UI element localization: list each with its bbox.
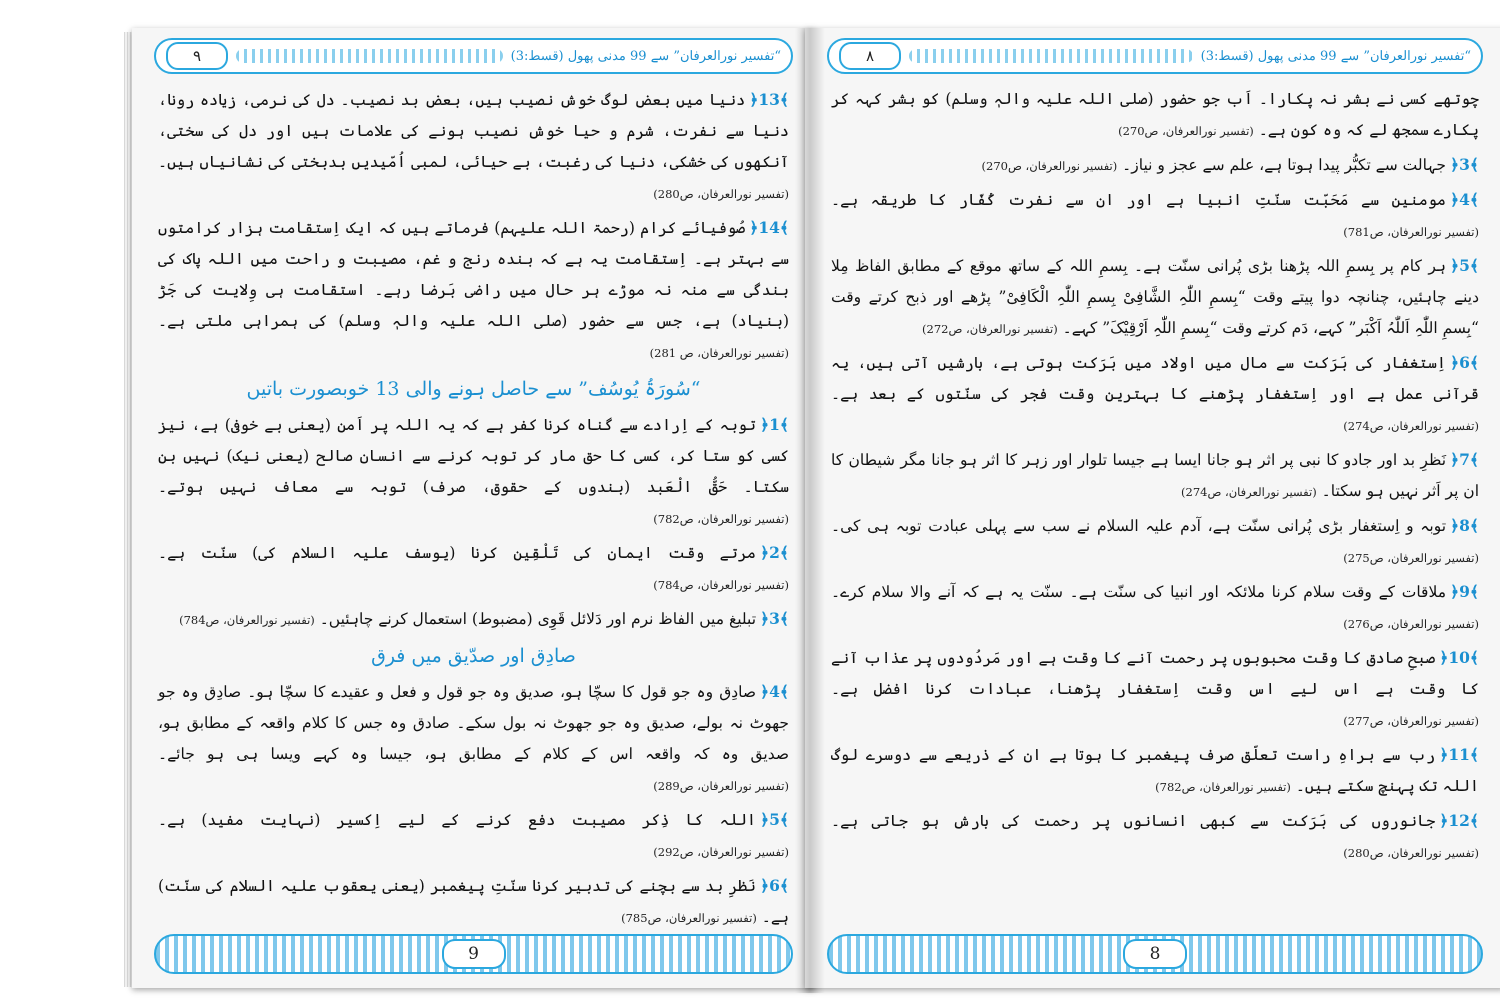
item-number: ﴾10﴿ (1439, 648, 1479, 667)
page-9 (132, 28, 815, 988)
item-number: ﴾1﴿ (760, 415, 789, 434)
header-page-number: ۸ (839, 42, 901, 70)
book-spine (795, 28, 825, 993)
item-number: ﴾6﴿ (1450, 353, 1479, 372)
list-item: ﴾8﴿توبہ و اِستغفار بڑی پُرانی سنّت ہے، آدم علیہ السلام نے سب سے پہلی عبادت توبہ ہی کی۔ (تفسیر نورالعرفان، ص275) (831, 516, 1479, 565)
list-item: ﴾2﴿مرتے وقت ایمان کی تَلْقِین کرنا (یوسف علیہ السلام کی) سنّت ہے۔ (تفسیر نورالعرفان، ص784) (158, 543, 789, 592)
item-number: ﴾5﴿ (1450, 256, 1479, 275)
section-heading: “سُورَۃُ یُوسُف” سے حاصل ہونے والی 13 خوبصورت باتیں (246, 378, 701, 400)
list-item: ﴾7﴿نَظرِ بد اور جادو کا نبی پر اثر ہو جانا ایسا ہے جیسا تلوار اور زہر کا اثر ہو جانا مگر شیطان کا ان پر اَثر نہیں ہو سکتا۔ (تفسیر نورالعرفان، ص274) (831, 450, 1479, 500)
footer-page-number: 9 (442, 939, 506, 969)
header-ornament (909, 49, 1193, 63)
open-book (60, 10, 1479, 995)
list-item: ﴾5﴿اللہ کا ذِکر مصیبت دفع کرنے کے لیے اِکسیر (نہایت مفید) ہے۔ (تفسیر نورالعرفان، ص292) (158, 810, 789, 859)
item-number: ﴾4﴿ (760, 682, 789, 701)
item-number: ﴾4﴿ (1450, 190, 1479, 209)
list-item: ﴾9﴿ملاقات کے وقت سلام کرنا ملائکہ اور انبیا کی سنّت ہے۔ سنّت یہ ہے کہ آنے والا سلام کرے۔ (تفسیر نورالعرفان، ص276) (831, 582, 1479, 631)
page-footer (154, 934, 793, 974)
list-item: ﴾12﴿جانوروں کی بَرَکت سے کبھی انسانوں پر رحمت کی بارش ہو جاتی ہے۔ (تفسیر نورالعرفان، ص280) (831, 811, 1479, 860)
list-item: ﴾10﴿صبحِ صادق کا وقت محبوبوں پر رحمت آنے کا وقت ہے اور مَردُودوں پر عذاب آنے کا وقت ہے اس لیے اس وقت اِستغفار پڑھنا، عبادات کرنا افضل ہے۔ (تفسیر نورالعرفان، ص277) (831, 648, 1479, 728)
page-footer (827, 934, 1483, 974)
list-item: ﴾1﴿توبہ کے اِرادے سے گناہ کرنا کفر ہے کہ یہ اللہ پر اَمن (یعنی بے خوفی) ہے، نیز کسی کو ستا کر، کسی کا حق مار کر توبہ کرنے سے انسان صالح (یعنی نیک) نہیں بن سکتا۔ حَقُّ الْعَبد (بندوں کے حقوق، صرف) توبہ سے معاف نہیں ہوتے۔ (تفسیر نورالعرفان، ص782) (158, 415, 789, 526)
list-item: ﴾3﴿جہالت سے تکبُّر پیدا ہوتا ہے، علم سے عجز و نیاز۔ (تفسیر نورالعرفان، ص270) (981, 155, 1479, 174)
list-item: ﴾5﴿ہر کام پر بِسمِ اللہ پڑھنا بڑی پُرانی سنّت ہے۔ بِسمِ اللہ کے ساتھ موقع کے مطابق الفاظ مِلا دینے چاہئیں، چنانچہ دوا پیتے وقت “بِسمِ اللّٰہِ الشَّافِیْ بِسمِ اللّٰہِ الْکَافِیْ” پڑھے اور ذبح کرتے وقت “بِسمِ اللّٰہِ اَللّٰہُ اَکْبَر” کہے، دَم کرتے وقت “بِسمِ اللّٰہِ اَرْقِیْکَ” کہے۔ (تفسیر نورالعرفان، ص272) (831, 256, 1479, 337)
item-number: ﴾7﴿ (1450, 450, 1479, 469)
list-item: ﴾11﴿رب سے براہِ راست تعلّق صرف پیغمبر کا ہوتا ہے ان کے ذریعے سے دوسرے لوگ اللہ تک پہنچ سکتے ہیں۔ (تفسیر نورالعرفان، ص782) (831, 745, 1479, 795)
item-number: ﴾3﴿ (760, 609, 789, 628)
item-number: ﴾11﴿ (1439, 745, 1479, 764)
list-item: ﴾3﴿تبلیغ میں الفاظ نرم اور دَلائل قَوِی (مضبوط) استعمال کرنے چاہئیں۔ (تفسیر نورالعرفان، ص784) (179, 609, 789, 628)
header-ornament (236, 49, 503, 63)
list-item: ﴾6﴿اِستغفار کی بَرَکت سے مال میں اولاد میں بَرَکت ہوتی ہے، بارشیں آتی ہیں، یہ قرآنی عمل ہے اور اِستغفار پڑھنے کا بہترین وقت فجر کی سنّتوں کے بعد ہے۔ (تفسیر نورالعرفان، ص274) (831, 353, 1479, 433)
item-number: ﴾8﴿ (1450, 516, 1479, 535)
page-content (158, 84, 789, 926)
page-8 (805, 28, 1500, 988)
page-header (827, 38, 1483, 74)
list-item: چوتھے کسی نے بشر نہ پکارا۔ اَب جو حضور (صلی اللہ علیہ والہٖ وسلم) کو بشر کہہ کر پکارے سمجھ لے کہ وہ کون ہے۔ (تفسیر نورالعرفان، ص270) (831, 90, 1479, 139)
header-page-number: ۹ (166, 42, 228, 70)
header-title: “تفسیر نورالعرفان” سے 99 مدنی پھول (قسط:3) (510, 48, 781, 64)
item-number: ﴾2﴿ (760, 543, 789, 562)
list-item: ﴾6﴿نَظرِ بد سے بچنے کی تدبیر کرنا سنّتِ پیغمبر (یعنی یعقوب علیہ السلام کی سنّت) ہے۔ (تفسیر نورالعرفان، ص785) (158, 876, 789, 926)
item-number: ﴾14﴿ (749, 218, 789, 237)
page-header (154, 38, 793, 74)
section-heading: صادِق اور صدّیق میں فرق (371, 645, 576, 667)
item-number: ﴾6﴿ (760, 876, 789, 895)
footer-page-number: 8 (1123, 939, 1187, 969)
list-item: ﴾13﴿دنیا میں بعض لوگ خوش نصیب ہیں، بعض بد نصیب۔ دل کی نرمی، زیادہ رونا، دنیا سے نفرت، شرم و حیا خوش نصیب ہونے کی علامات ہیں اور دل کی سختی، آنکھوں کی خشکی، دنیا کی رغبت، بے حیائی، لمبی اُمّیدیں بدبختی کی نشانیاں ہیں۔ (تفسیر نورالعرفان، ص280) (158, 90, 789, 201)
item-number: ﴾13﴿ (749, 90, 789, 109)
list-item: ﴾4﴿مومنین سے مَحَبّت سنّتِ انبیا ہے اور ان سے نفرت کُفّار کا طریقہ ہے۔ (تفسیر نورالعرفان، ص781) (831, 190, 1479, 239)
item-number: ﴾3﴿ (1450, 155, 1479, 174)
item-number: ﴾9﴿ (1450, 582, 1479, 601)
list-item: ﴾14﴿صُوفیائے کرام (رحمۃ اللہ علیہم) فرماتے ہیں کہ ایک اِستقامت ہزار کرامتوں سے بہتر ہے۔ اِستقامت یہ ہے کہ بندہ رنج و غم، مصیبت و راحت میں اللہ پاک کی بندگی سے منہ نہ موڑے ہر حال میں راضی بَرضا رہے۔ استقامت ہی وِلایت کی جَڑ (بنیاد) ہے، جس سے حضور (صلی اللہ علیہ والہٖ وسلم) کی ہمراہی ملتی ہے۔ (تفسیر نورالعرفان، ص 281) (158, 218, 789, 360)
item-number: ﴾5﴿ (760, 810, 789, 829)
list-item: ﴾4﴿صادِق وہ جو قول کا سچّا ہو، صدیق وہ جو قول و فعل و عقیدے کا سچّا ہو۔ صادِق وہ جو جھوٹ نہ بولے، صدیق وہ جو جھوٹ نہ بول سکے۔ صادق وہ جس کا کلام واقعہ کے مطابق ہو، صدیق وہ کہ واقعہ اس کے کلام کے مطابق ہو، جیسا وہ کہے ویسا ہی ہو جائے۔ (تفسیر نورالعرفان، ص289) (158, 682, 789, 793)
page-content (831, 84, 1479, 926)
header-title: “تفسیر نورالعرفان” سے 99 مدنی پھول (قسط:3) (1200, 48, 1471, 64)
item-number: ﴾12﴿ (1439, 811, 1479, 830)
